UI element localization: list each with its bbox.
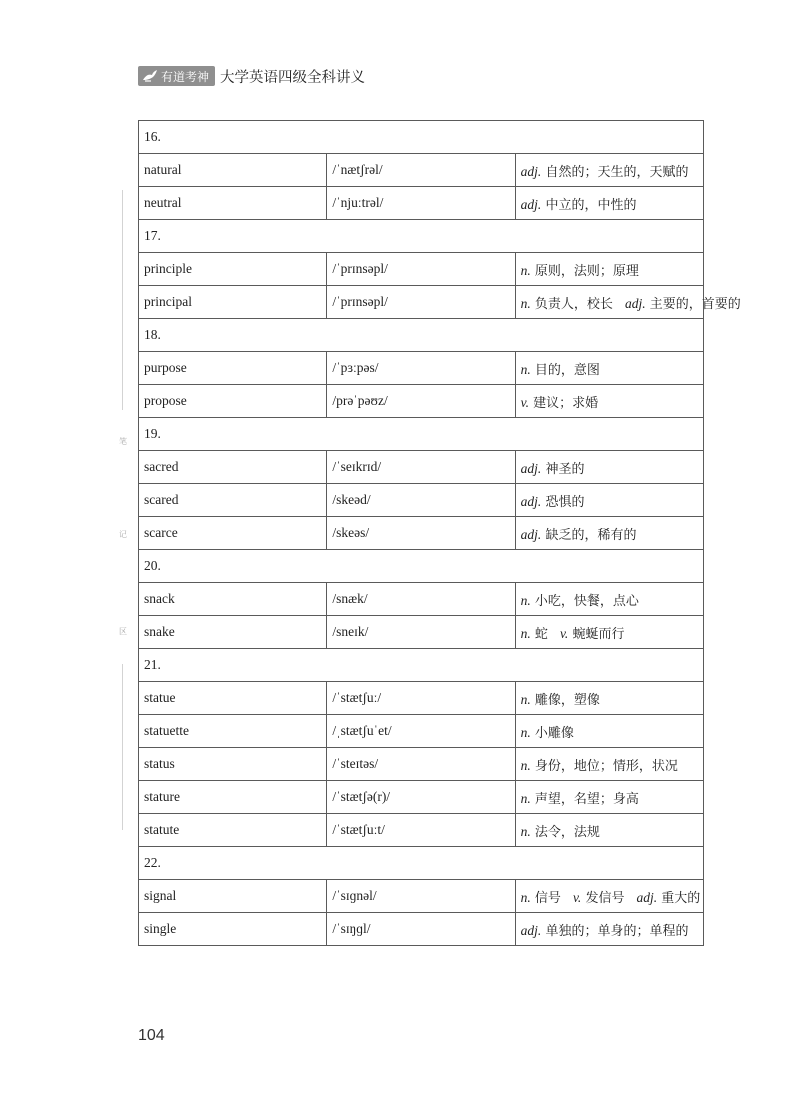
entry-definition xyxy=(515,616,703,649)
group-number: 20. xyxy=(139,550,704,583)
entry-definition xyxy=(515,286,741,319)
definition-text: 单独的；单身的；单程的 xyxy=(545,923,689,939)
entry-word: status xyxy=(139,748,327,781)
entry-definition xyxy=(515,715,703,748)
rail-line xyxy=(122,664,123,830)
table-row xyxy=(139,517,704,550)
definition-text: 小雕像 xyxy=(534,725,574,741)
table-row xyxy=(139,616,704,649)
book-title: 大学英语四级全科讲义 xyxy=(220,69,366,86)
table-row xyxy=(139,154,704,187)
entry-definition xyxy=(515,748,703,781)
table-row xyxy=(139,682,704,715)
definition-text: 声望，名望；身高 xyxy=(534,791,639,807)
entry-definition xyxy=(515,814,703,847)
table-row xyxy=(139,814,704,847)
entry-phonetic: /snæk/ xyxy=(327,583,515,616)
definition-text: 自然的；天生的，天赋的 xyxy=(545,164,689,180)
definition-text: 蛇 xyxy=(534,626,548,642)
entry-definition xyxy=(515,913,703,946)
definition-text: 原则，法则；原理 xyxy=(534,263,639,279)
part-of-speech: adj. xyxy=(624,295,646,311)
part-of-speech: adj. xyxy=(520,526,542,542)
definition-text: 法令，法规 xyxy=(534,824,600,840)
table-row xyxy=(139,451,704,484)
entry-definition xyxy=(515,682,703,715)
entry-word: principal xyxy=(139,286,327,319)
part-of-speech: n. xyxy=(520,757,531,773)
entry-phonetic: /ˈprɪnsəpl/ xyxy=(327,253,515,286)
entry-definition xyxy=(515,154,703,187)
entry-definition xyxy=(515,253,703,286)
entry-phonetic: /ˈseɪkrɪd/ xyxy=(327,451,515,484)
entry-phonetic: /skeəs/ xyxy=(327,517,515,550)
definition-text: 信号 xyxy=(534,890,561,906)
part-of-speech: n. xyxy=(520,889,531,905)
vocabulary-table xyxy=(138,120,741,946)
group-number: 18. xyxy=(139,319,704,352)
part-of-speech: n. xyxy=(520,625,531,641)
notes-rail-char: 笔 xyxy=(119,437,127,446)
entry-word: scarce xyxy=(139,517,327,550)
group-number: 22. xyxy=(139,847,704,880)
notes-rail-char: 记 xyxy=(119,530,127,539)
definition-text: 重大的 xyxy=(661,890,701,906)
group-row xyxy=(139,319,704,352)
table-row xyxy=(139,187,704,220)
entry-word: snake xyxy=(139,616,327,649)
entry-phonetic: /ˈstætʃə(r)/ xyxy=(327,781,515,814)
definition-text: 负责人，校长 xyxy=(534,296,613,312)
entry-word: neutral xyxy=(139,187,327,220)
brand-badge xyxy=(138,66,215,86)
table-row xyxy=(139,715,704,748)
table-row xyxy=(139,286,704,319)
part-of-speech: adj. xyxy=(520,163,542,179)
table-row xyxy=(139,253,704,286)
entry-definition xyxy=(515,451,703,484)
notes-area-rail xyxy=(118,190,128,830)
part-of-speech: v. xyxy=(520,394,530,410)
group-number: 19. xyxy=(139,418,704,451)
entry-word: statue xyxy=(139,682,327,715)
entry-phonetic: /ˈsteɪtəs/ xyxy=(327,748,515,781)
part-of-speech: adj. xyxy=(520,922,542,938)
part-of-speech: n. xyxy=(520,361,531,377)
entry-phonetic: /ˈsɪɡnəl/ xyxy=(327,880,515,913)
entry-word: statuette xyxy=(139,715,327,748)
entry-word: propose xyxy=(139,385,327,418)
flying-bird-icon xyxy=(142,69,158,83)
table-row xyxy=(139,781,704,814)
group-number: 17. xyxy=(139,220,704,253)
entry-definition xyxy=(515,880,703,913)
entry-definition xyxy=(515,781,703,814)
entry-phonetic: /ˈnjuːtrəl/ xyxy=(327,187,515,220)
entry-phonetic: /ˈprɪnsəpl/ xyxy=(327,286,515,319)
table-row xyxy=(139,913,704,946)
group-number: 21. xyxy=(139,649,704,682)
group-row xyxy=(139,550,704,583)
entry-definition xyxy=(515,583,703,616)
table-row xyxy=(139,352,704,385)
entry-word: statute xyxy=(139,814,327,847)
entry-phonetic: /ˈstætʃuː/ xyxy=(327,682,515,715)
table-row xyxy=(139,748,704,781)
brand-badge-label: 有道考神 xyxy=(161,69,210,84)
entry-word: stature xyxy=(139,781,327,814)
group-row xyxy=(139,121,704,154)
part-of-speech: n. xyxy=(520,724,531,740)
entry-phonetic: /ˈpɜːpəs/ xyxy=(327,352,515,385)
entry-word: snack xyxy=(139,583,327,616)
group-row xyxy=(139,847,704,880)
entry-definition xyxy=(515,484,703,517)
table-row xyxy=(139,484,704,517)
definition-text: 目的，意图 xyxy=(534,362,600,378)
part-of-speech: n. xyxy=(520,691,531,707)
page-header xyxy=(138,64,365,88)
entry-word: single xyxy=(139,913,327,946)
part-of-speech: n. xyxy=(520,592,531,608)
definition-text: 小吃，快餐，点心 xyxy=(534,593,639,609)
entry-word: principle xyxy=(139,253,327,286)
entry-definition xyxy=(515,385,703,418)
part-of-speech: n. xyxy=(520,823,531,839)
part-of-speech: v. xyxy=(559,625,569,641)
entry-word: sacred xyxy=(139,451,327,484)
entry-word: purpose xyxy=(139,352,327,385)
part-of-speech: n. xyxy=(520,262,531,278)
definition-text: 身份，地位；情形，状况 xyxy=(534,758,678,774)
entry-phonetic: /skeəd/ xyxy=(327,484,515,517)
rail-line xyxy=(122,190,123,410)
definition-text: 缺乏的，稀有的 xyxy=(545,527,637,543)
definition-text: 发信号 xyxy=(585,890,625,906)
entry-phonetic: /sneɪk/ xyxy=(327,616,515,649)
group-number: 16. xyxy=(139,121,704,154)
entry-definition xyxy=(515,187,703,220)
group-row xyxy=(139,649,704,682)
entry-phonetic: /ˈsɪŋɡl/ xyxy=(327,913,515,946)
entry-definition xyxy=(515,352,703,385)
entry-word: scared xyxy=(139,484,327,517)
part-of-speech: adj. xyxy=(520,493,542,509)
entry-phonetic: /ˈnætʃrəl/ xyxy=(327,154,515,187)
table-row xyxy=(139,385,704,418)
part-of-speech: v. xyxy=(572,889,582,905)
part-of-speech: adj. xyxy=(520,460,542,476)
group-row xyxy=(139,418,704,451)
entry-phonetic: /ˈstætʃuːt/ xyxy=(327,814,515,847)
part-of-speech: n. xyxy=(520,790,531,806)
group-row xyxy=(139,220,704,253)
definition-text: 中立的，中性的 xyxy=(545,197,637,213)
entry-word: natural xyxy=(139,154,327,187)
part-of-speech: adj. xyxy=(520,196,542,212)
entry-word: signal xyxy=(139,880,327,913)
definition-text: 雕像，塑像 xyxy=(534,692,600,708)
table-row xyxy=(139,583,704,616)
part-of-speech: adj. xyxy=(636,889,658,905)
entry-phonetic: /prəˈpəʊz/ xyxy=(327,385,515,418)
definition-text: 建议；求婚 xyxy=(533,395,599,411)
definition-text: 蜿蜒而行 xyxy=(572,626,625,642)
part-of-speech: n. xyxy=(520,295,531,311)
definition-text: 恐惧的 xyxy=(545,494,585,510)
definition-text: 主要的，首要的 xyxy=(649,296,741,312)
notes-rail-char: 区 xyxy=(119,627,127,636)
table-row xyxy=(139,880,704,913)
entry-definition xyxy=(515,517,703,550)
page-number: 104 xyxy=(138,1027,165,1044)
entry-phonetic: /ˌstætʃuˈet/ xyxy=(327,715,515,748)
definition-text: 神圣的 xyxy=(545,461,585,477)
